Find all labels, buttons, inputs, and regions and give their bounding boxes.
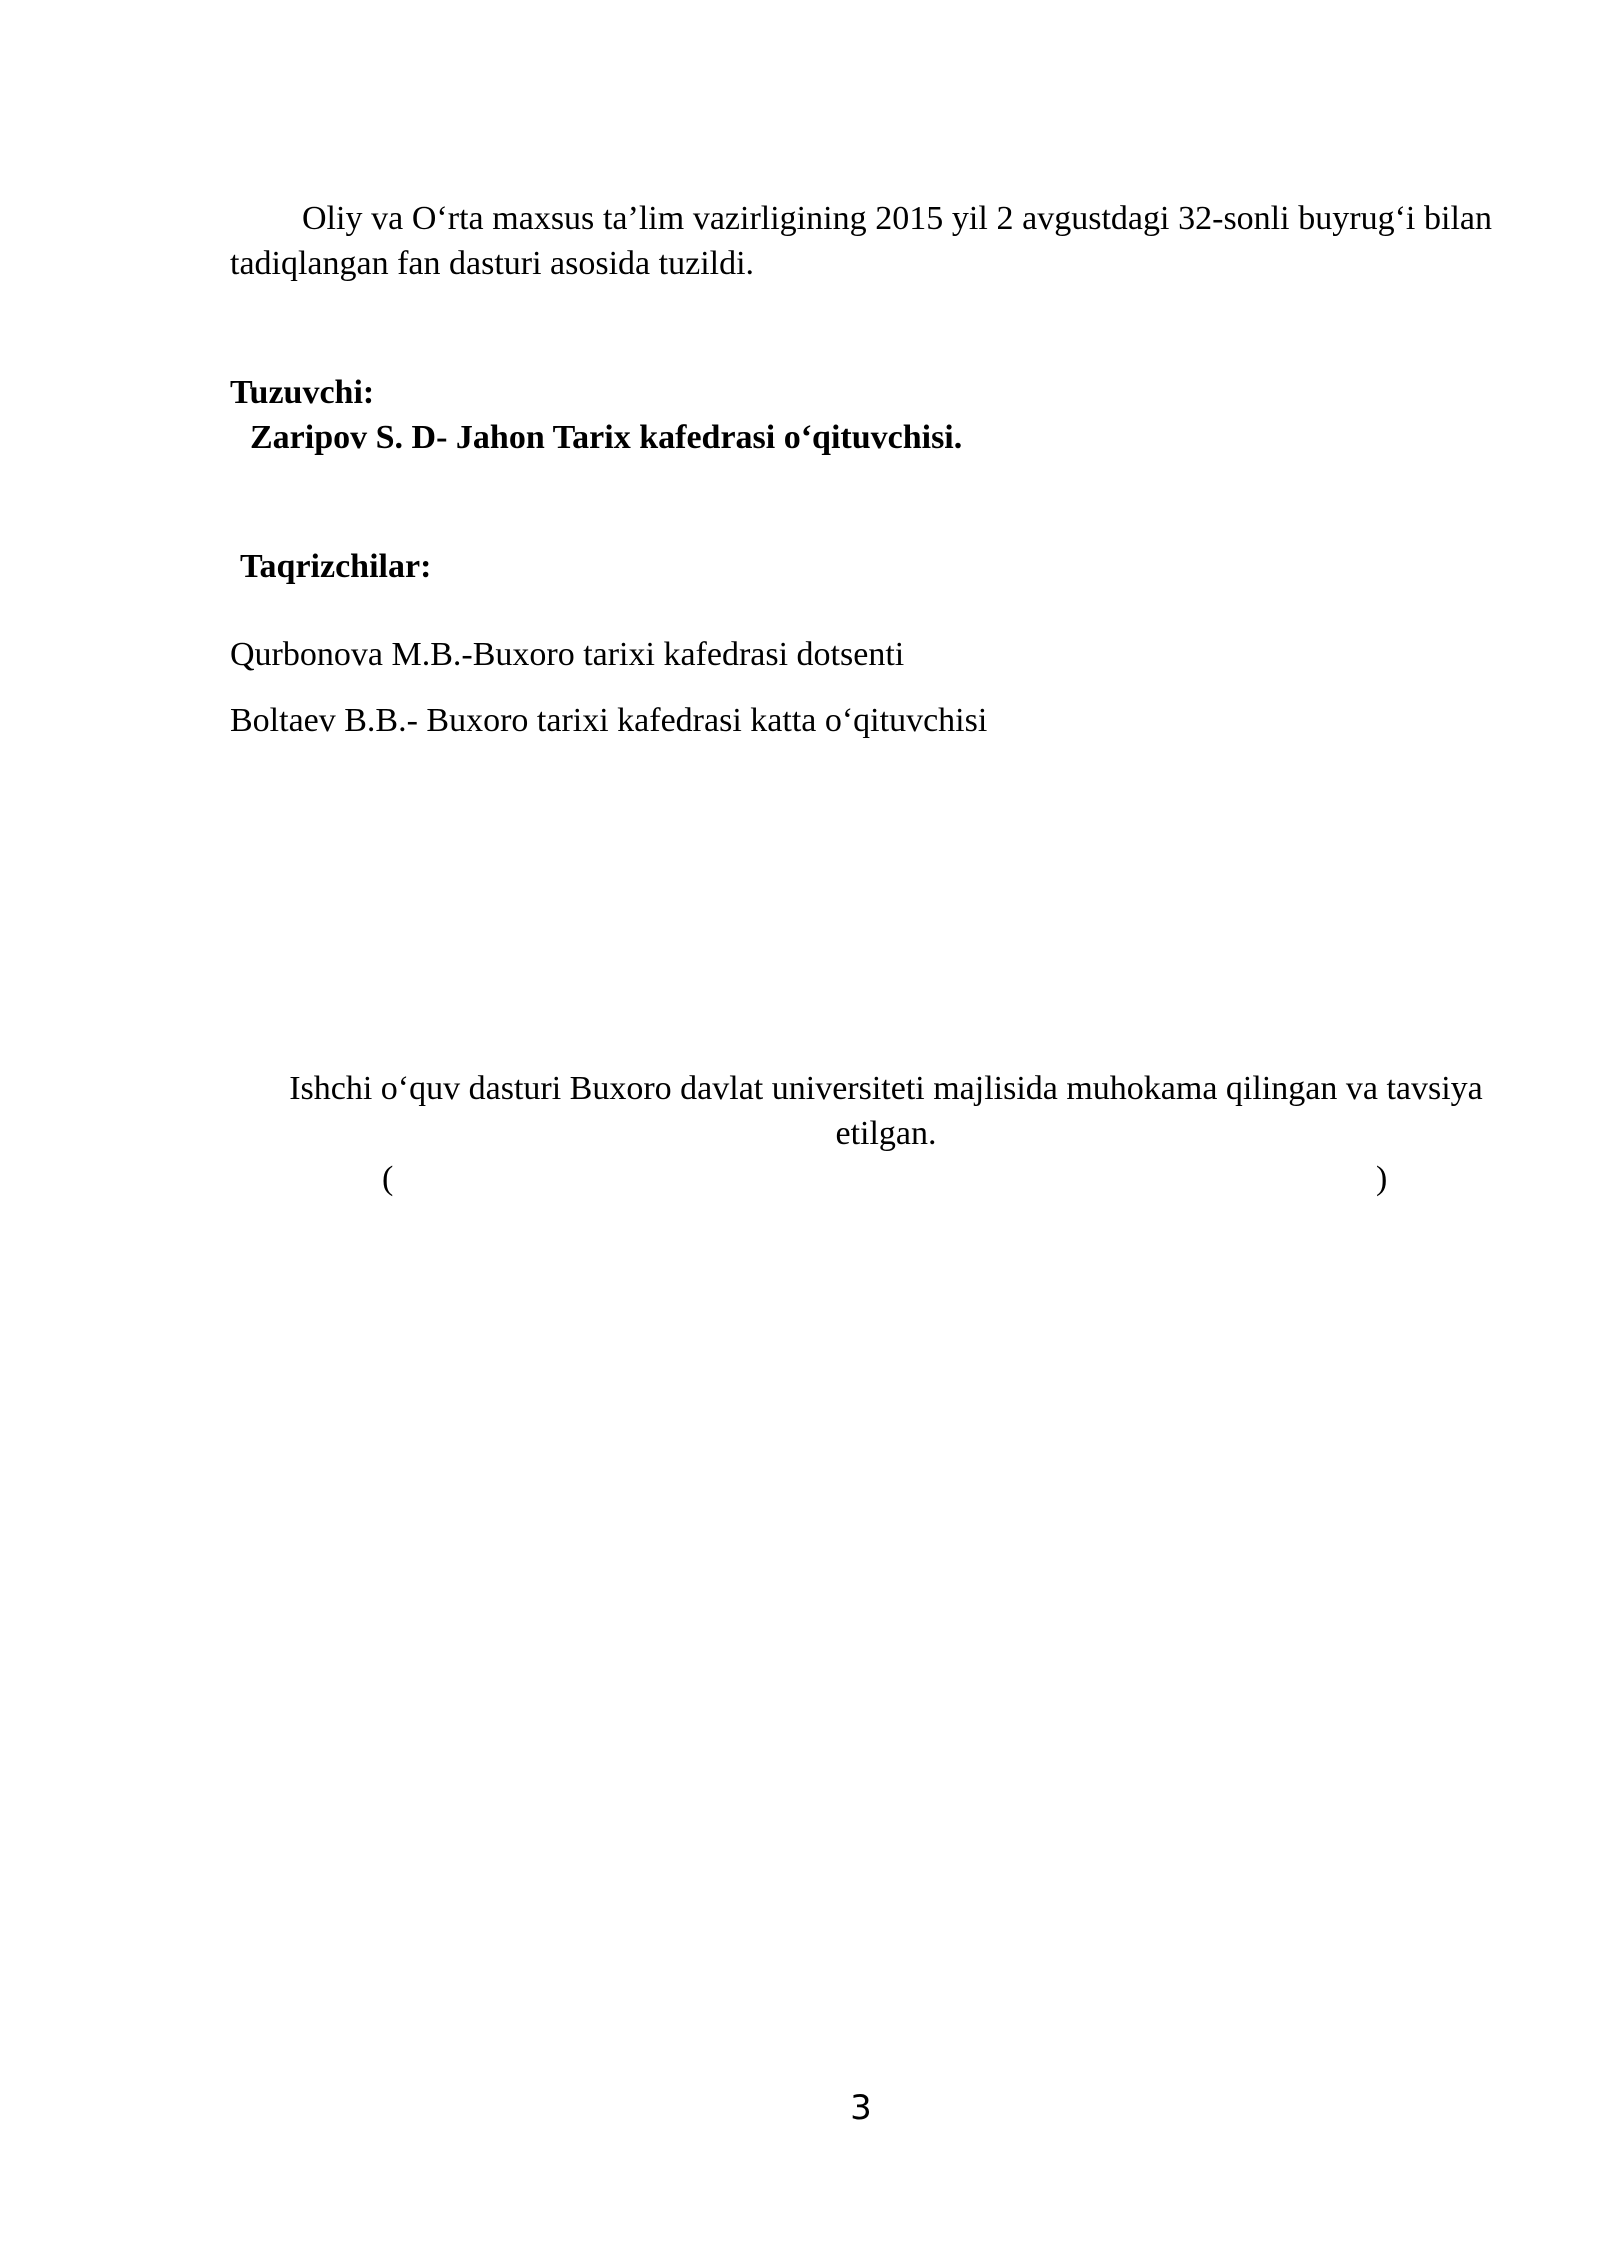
- compiler-name: Zaripov S. D- Jahon Tarix kafedrasi o‘qituvchisi.: [250, 419, 963, 456]
- reviewer-item: Qurbonova M.B.-Buxoro tarixi kafedrasi dotsenti: [230, 636, 905, 673]
- parenthesis-close: ): [1376, 1160, 1388, 1197]
- reviewers-label: Taqrizchilar:: [240, 548, 432, 585]
- approval-statement: Ishchi o‘quv dasturi Buxoro davlat universiteti majlisida muhokama qilingan va tavsiya etilgan.: [289, 1070, 1483, 1152]
- reviewer-item: Boltaev B.B.- Buxoro tarixi kafedrasi katta o‘qituvchisi: [230, 702, 988, 739]
- page-number: 3: [850, 2088, 872, 2128]
- parenthesis-open: (: [382, 1160, 394, 1197]
- intro-paragraph: Oliy va O‘rta maxsus ta’lim vazirligining 2015 yil 2 avgustdagi 32-sonli buyrug‘i bilan tadiqlangan fan dasturi asosida tuzildi.: [230, 200, 1492, 282]
- compiler-label: Tuzuvchi:: [230, 374, 375, 411]
